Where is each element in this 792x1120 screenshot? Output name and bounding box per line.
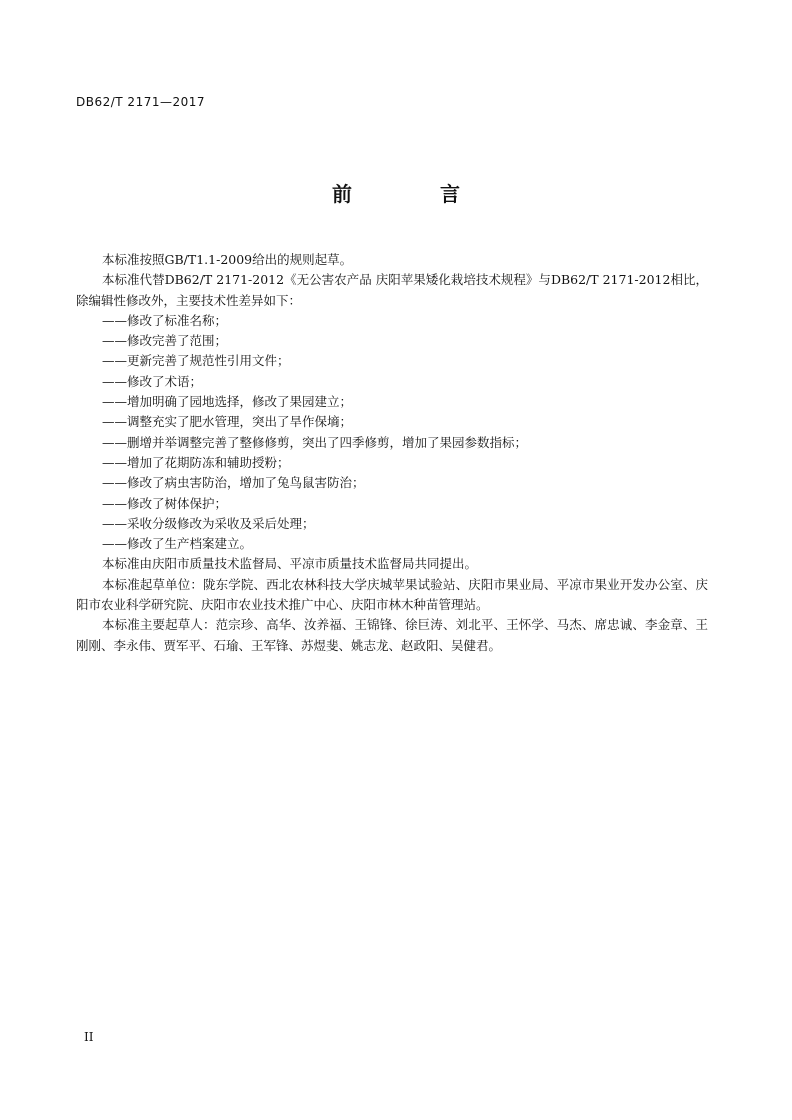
paragraph-drafters: 本标准主要起草人：范宗珍、高华、汝养福、王锦锋、徐巨涛、刘北平、王怀学、马杰、席忠诚、李金章、王刚刚、李永伟、贾军平、石瑜、王军锋、苏煜斐、姚志龙、赵政阳、吴健君。 [76, 617, 708, 653]
page-number: II [84, 1030, 94, 1044]
change-item: ——修改了生产档案建立。 [102, 536, 253, 552]
change-item: ——更新完善了规范性引用文件； [102, 353, 290, 369]
foreword-body [76, 250, 708, 656]
paragraph-replacement: 本标准代替DB62/T 2171-2012《无公害农产品 庆阳苹果矮化栽培技术规程》与DB62/T 2171-2012相比，除编辑性修改外，主要技术性差异如下： [76, 272, 708, 308]
change-item: ——修改完善了范围； [102, 333, 228, 349]
paragraph-proposer: 本标准由庆阳市质量技术监督局、平凉市质量技术监督局共同提出。 [102, 556, 478, 572]
standard-code-header: DB62/T 2171—2017 [76, 95, 206, 109]
change-item: ——修改了术语； [102, 373, 203, 389]
change-item: ——修改了树体保护； [102, 495, 228, 511]
change-item: ——采收分级修改为采收及采后处理； [102, 515, 315, 531]
change-item: ——修改了标准名称； [102, 312, 228, 328]
change-item: ——增加明确了园地选择，修改了果园建立； [102, 394, 353, 410]
change-item: ——增加了花期防冻和辅助授粉； [102, 454, 290, 470]
paragraph-drafting-rules: 本标准按照GB/T1.1-2009给出的规则起草。 [102, 252, 353, 267]
change-item: ——删增并举调整完善了整修修剪，突出了四季修剪，增加了果园参数指标； [102, 434, 528, 450]
paragraph-drafting-units: 本标准起草单位：陇东学院、西北农林科技大学庆城苹果试验站、庆阳市果业局、平凉市果业开发办公室、庆阳市农业科学研究院、庆阳市农业技术推广中心、庆阳市林木种苗管理站。 [76, 576, 708, 613]
page-title: 前 言 [332, 182, 494, 206]
change-item: ——修改了病虫害防治，增加了兔鸟鼠害防治； [102, 475, 365, 491]
change-item: ——调整充实了肥水管理，突出了旱作保墒； [102, 414, 353, 430]
